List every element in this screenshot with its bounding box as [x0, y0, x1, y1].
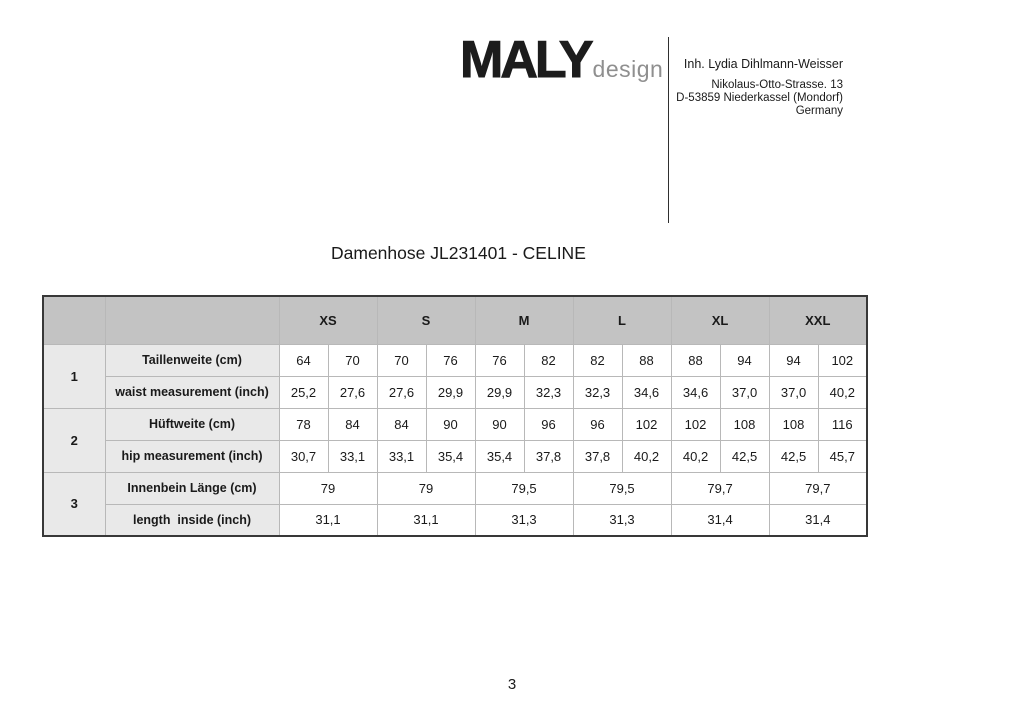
measure-label-de: Taillenweite (cm) — [105, 344, 279, 376]
size-chart-table — [42, 295, 868, 537]
size-header: S — [377, 296, 475, 344]
value-cell: 25,2 — [279, 376, 328, 408]
table-row — [43, 408, 867, 440]
value-cell: 34,6 — [671, 376, 720, 408]
value-cell: 70 — [377, 344, 426, 376]
table-row — [43, 376, 867, 408]
value-cell: 79,5 — [475, 472, 573, 504]
value-cell: 88 — [622, 344, 671, 376]
value-cell: 42,5 — [720, 440, 769, 472]
size-header: M — [475, 296, 573, 344]
value-cell: 31,1 — [377, 504, 475, 536]
value-cell: 42,5 — [769, 440, 818, 472]
value-cell: 88 — [671, 344, 720, 376]
value-cell: 108 — [769, 408, 818, 440]
value-cell: 31,4 — [671, 504, 769, 536]
value-cell: 82 — [524, 344, 573, 376]
value-cell: 31,3 — [475, 504, 573, 536]
value-cell: 79,5 — [573, 472, 671, 504]
value-cell: 33,1 — [377, 440, 426, 472]
value-cell: 31,3 — [573, 504, 671, 536]
logo-wordmark: MALY — [460, 31, 591, 89]
value-cell: 82 — [573, 344, 622, 376]
value-cell: 70 — [328, 344, 377, 376]
value-cell: 29,9 — [426, 376, 475, 408]
value-cell: 102 — [622, 408, 671, 440]
value-cell: 64 — [279, 344, 328, 376]
owner-line: Inh. Lydia Dihlmann-Weisser — [683, 57, 843, 71]
address-block — [643, 79, 843, 118]
value-cell: 27,6 — [377, 376, 426, 408]
contact-block — [643, 57, 843, 118]
value-cell: 79,7 — [769, 472, 867, 504]
row-number: 2 — [43, 408, 105, 472]
address-line: D-53859 Niederkassel (Mondorf) — [676, 92, 843, 104]
value-cell: 79 — [279, 472, 377, 504]
logo-suffix: design — [592, 56, 664, 82]
value-cell: 40,2 — [818, 376, 867, 408]
value-cell: 94 — [720, 344, 769, 376]
value-cell: 45,7 — [818, 440, 867, 472]
value-cell: 30,7 — [279, 440, 328, 472]
value-cell: 84 — [328, 408, 377, 440]
page-number: 3 — [507, 676, 517, 693]
size-header: XL — [671, 296, 769, 344]
value-cell: 37,8 — [573, 440, 622, 472]
measure-label-de: Hüftweite (cm) — [105, 408, 279, 440]
row-number: 3 — [43, 472, 105, 536]
value-cell: 31,1 — [279, 504, 377, 536]
value-cell: 31,4 — [769, 504, 867, 536]
value-cell: 76 — [475, 344, 524, 376]
value-cell: 84 — [377, 408, 426, 440]
value-cell: 108 — [720, 408, 769, 440]
table-row — [43, 344, 867, 376]
size-header: XXL — [769, 296, 867, 344]
value-cell: 79,7 — [671, 472, 769, 504]
header-corner-cell — [43, 296, 105, 344]
value-cell: 96 — [573, 408, 622, 440]
value-cell: 29,9 — [475, 376, 524, 408]
value-cell: 40,2 — [671, 440, 720, 472]
measure-label-en: hip measurement (inch) — [105, 440, 279, 472]
value-cell: 27,6 — [328, 376, 377, 408]
value-cell: 90 — [475, 408, 524, 440]
value-cell: 37,0 — [720, 376, 769, 408]
value-cell: 78 — [279, 408, 328, 440]
measure-label-en: length inside (inch) — [105, 504, 279, 536]
header-label-cell — [105, 296, 279, 344]
measure-label-de: Innenbein Länge (cm) — [105, 472, 279, 504]
value-cell: 35,4 — [475, 440, 524, 472]
table-header-row — [43, 296, 867, 344]
table-row — [43, 504, 867, 536]
value-cell: 76 — [426, 344, 475, 376]
value-cell: 102 — [818, 344, 867, 376]
value-cell: 35,4 — [426, 440, 475, 472]
address-line: Nikolaus-Otto-Strasse. 13 — [711, 79, 843, 91]
document-title: Damenhose JL231401 - CELINE — [331, 243, 586, 263]
size-header: L — [573, 296, 671, 344]
value-cell: 94 — [769, 344, 818, 376]
measure-label-en: waist measurement (inch) — [105, 376, 279, 408]
value-cell: 33,1 — [328, 440, 377, 472]
value-cell: 40,2 — [622, 440, 671, 472]
value-cell: 90 — [426, 408, 475, 440]
value-cell: 37,0 — [769, 376, 818, 408]
value-cell: 32,3 — [573, 376, 622, 408]
value-cell: 102 — [671, 408, 720, 440]
row-number: 1 — [43, 344, 105, 408]
value-cell: 32,3 — [524, 376, 573, 408]
table-row — [43, 472, 867, 504]
maly-logo — [460, 31, 664, 89]
value-cell: 34,6 — [622, 376, 671, 408]
address-line: Germany — [795, 105, 843, 117]
value-cell: 116 — [818, 408, 867, 440]
table-row — [43, 440, 867, 472]
value-cell: 79 — [377, 472, 475, 504]
value-cell: 37,8 — [524, 440, 573, 472]
size-header: XS — [279, 296, 377, 344]
value-cell: 96 — [524, 408, 573, 440]
